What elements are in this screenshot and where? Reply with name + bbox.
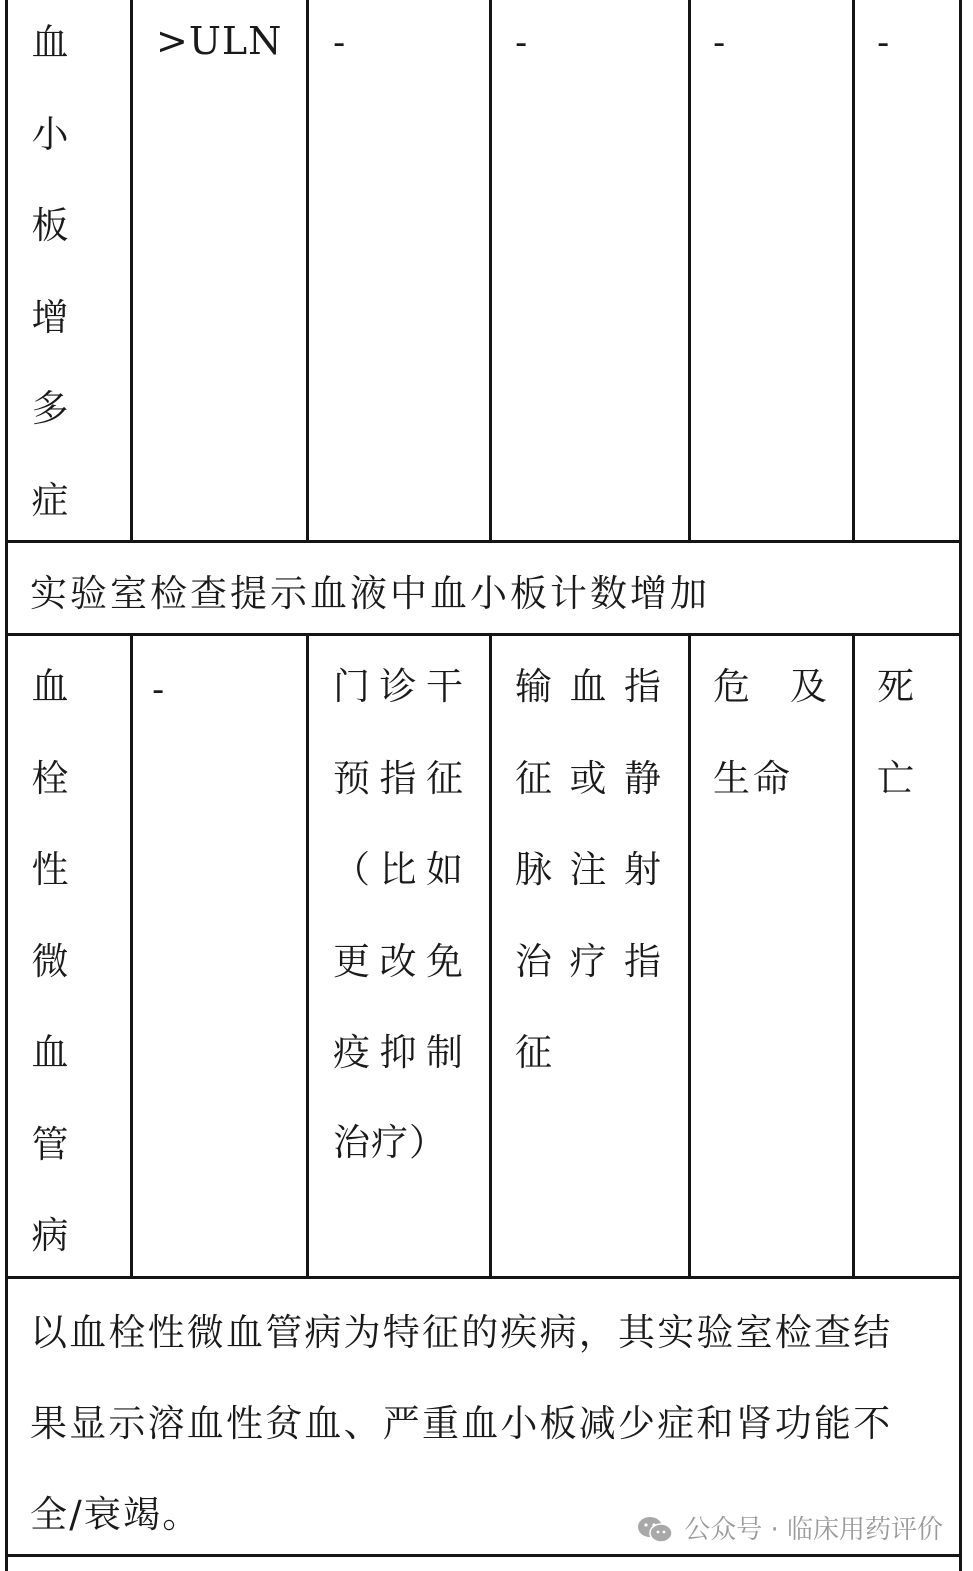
col-divider — [130, 634, 133, 1278]
col-divider — [688, 0, 691, 541]
border-right — [959, 0, 962, 1571]
wechat-icon — [636, 1515, 674, 1545]
grade2-thrombocytosis: - — [333, 23, 346, 63]
col-divider — [489, 0, 492, 541]
definition-thrombocytosis: 实验室检查提示血液中血小板计数增加 — [30, 572, 710, 615]
grade2-tma: 门诊干 预指征 （比如 更改免 疫抑制 — [333, 665, 465, 1074]
term-thrombocytosis: 血 小 板 增 多 症 — [31, 21, 69, 522]
definition-tma: 以血栓性微血管病为特征的疾病，其实验室检查结 果显示溶血性贫血、严重血小板减少症和肾功能不 全/衰竭。 — [30, 1311, 893, 1536]
grade5-tma-last-line: 亡 — [877, 757, 914, 800]
term-thrombotic-microangiopathy: 血 栓 性 微 血 管 病 — [31, 665, 69, 1257]
grade3-tma: 输血指 征或静 脉注射 治疗指 — [515, 665, 663, 983]
watermark — [630, 1510, 943, 1550]
grade1-tma: - — [152, 670, 165, 710]
grade3-thrombocytosis: - — [515, 23, 528, 63]
col-divider — [489, 634, 492, 1278]
grade3-tma-last-line: 征 — [515, 1031, 552, 1074]
col-divider — [130, 0, 133, 541]
row-divider — [5, 1276, 962, 1279]
grade4-thrombocytosis: - — [713, 23, 726, 63]
grade5-thrombocytosis: - — [877, 23, 890, 63]
border-left — [5, 0, 8, 1571]
grade4-tma: 危 及 — [713, 665, 829, 708]
col-divider — [306, 634, 309, 1278]
grade4-tma-last-line: 生命 — [713, 757, 793, 800]
row-divider — [5, 540, 962, 543]
watermark-text: 公众号 · 临床用药评价 — [684, 1515, 943, 1545]
grade2-tma-last-line: 治疗） — [333, 1121, 447, 1164]
grade5-tma: 死 — [877, 665, 914, 708]
col-divider — [688, 634, 691, 1278]
col-divider — [852, 0, 855, 541]
row-divider — [5, 633, 962, 636]
col-divider — [852, 634, 855, 1278]
col-divider — [306, 0, 309, 541]
row-divider — [5, 1554, 962, 1557]
grade1-thrombocytosis: >ULN — [156, 19, 283, 63]
